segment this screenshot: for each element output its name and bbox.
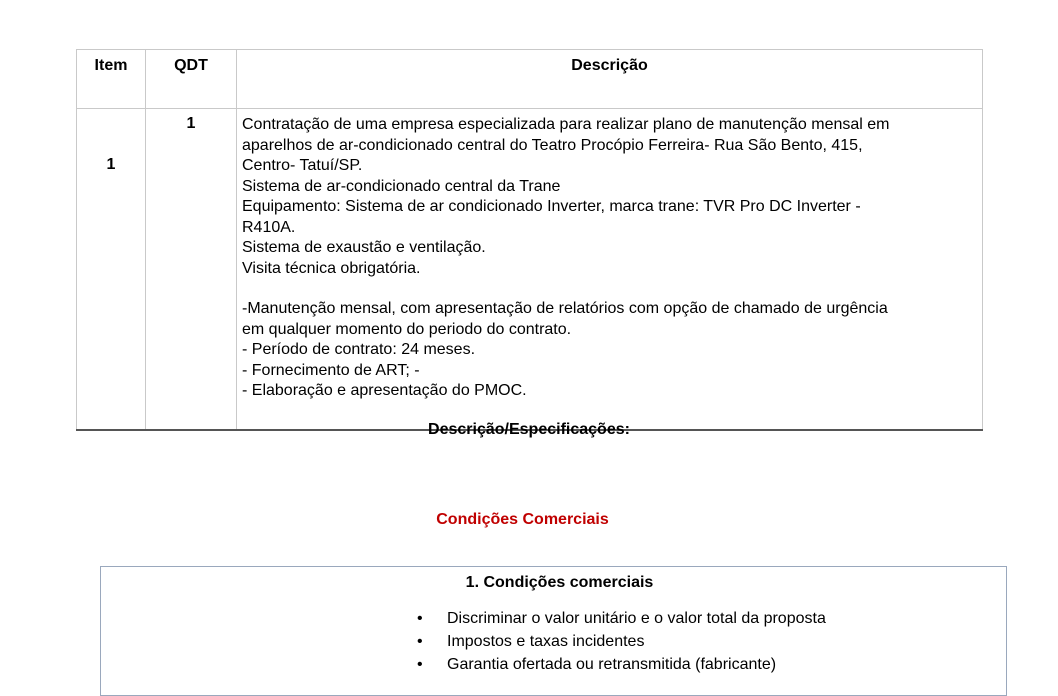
list-item-text: Garantia ofertada ou retransmitida (fabricante) bbox=[447, 656, 777, 673]
cut-off-header-text bbox=[330, 0, 735, 3]
specifications-heading: Descrição/Especificações: bbox=[428, 421, 630, 438]
bullet-icon: • bbox=[417, 633, 423, 650]
description-line: -Manutenção mensal, com apresentação de relatórios com opção de chamado de urgência bbox=[242, 300, 888, 317]
list-item bbox=[417, 607, 826, 630]
description-line: Sistema de exaustão e ventilação. bbox=[242, 239, 486, 256]
items-table bbox=[76, 49, 983, 431]
bullet-icon: • bbox=[417, 610, 423, 627]
description-line: Centro- Tatuí/SP. bbox=[242, 157, 363, 174]
item-number: 1 bbox=[77, 109, 146, 430]
description-line: - Período de contrato: 24 meses. bbox=[242, 341, 476, 358]
list-item-text: Discriminar o valor unitário e o valor total da proposta bbox=[447, 610, 826, 627]
paragraph-gap bbox=[242, 279, 960, 299]
bullet-icon: • bbox=[417, 656, 423, 673]
commercial-conditions-box-title: 1. Condições comerciais bbox=[465, 574, 654, 591]
description-line: Contratação de uma empresa especializada para realizar plano de manutenção mensal em bbox=[242, 116, 890, 133]
description-line: Sistema de ar-condicionado central da Trane bbox=[242, 177, 561, 195]
list-item bbox=[417, 653, 826, 676]
header-qdt: QDT bbox=[146, 50, 237, 109]
description-line: em qualquer momento do periodo do contrato. bbox=[242, 320, 572, 338]
header-item: Item bbox=[77, 50, 146, 109]
header-description: Descrição bbox=[237, 50, 983, 109]
table-header-row bbox=[77, 50, 983, 109]
description-line: - Elaboração e apresentação do PMOC. bbox=[242, 382, 527, 399]
commercial-conditions-box bbox=[100, 566, 1007, 696]
table-row bbox=[77, 109, 983, 430]
description-line: Visita técnica obrigatória. bbox=[242, 259, 421, 277]
commercial-conditions-title: Condições Comerciais bbox=[436, 511, 609, 528]
list-item bbox=[417, 630, 826, 653]
list-item-text: Impostos e taxas incidentes bbox=[447, 633, 645, 650]
quantity: 1 bbox=[146, 109, 237, 430]
description-line: aparelhos de ar-condicionado central do Teatro Procópio Ferreira- Rua São Bento, 415, bbox=[242, 136, 863, 154]
description-cell bbox=[237, 109, 983, 430]
description-line: Equipamento: Sistema de ar condicionado Inverter, marca trane: TVR Pro DC Inverter - bbox=[242, 198, 861, 215]
description-line: R410A. bbox=[242, 218, 296, 236]
description-line: - Fornecimento de ART; - bbox=[242, 361, 420, 379]
commercial-conditions-list bbox=[417, 607, 826, 676]
